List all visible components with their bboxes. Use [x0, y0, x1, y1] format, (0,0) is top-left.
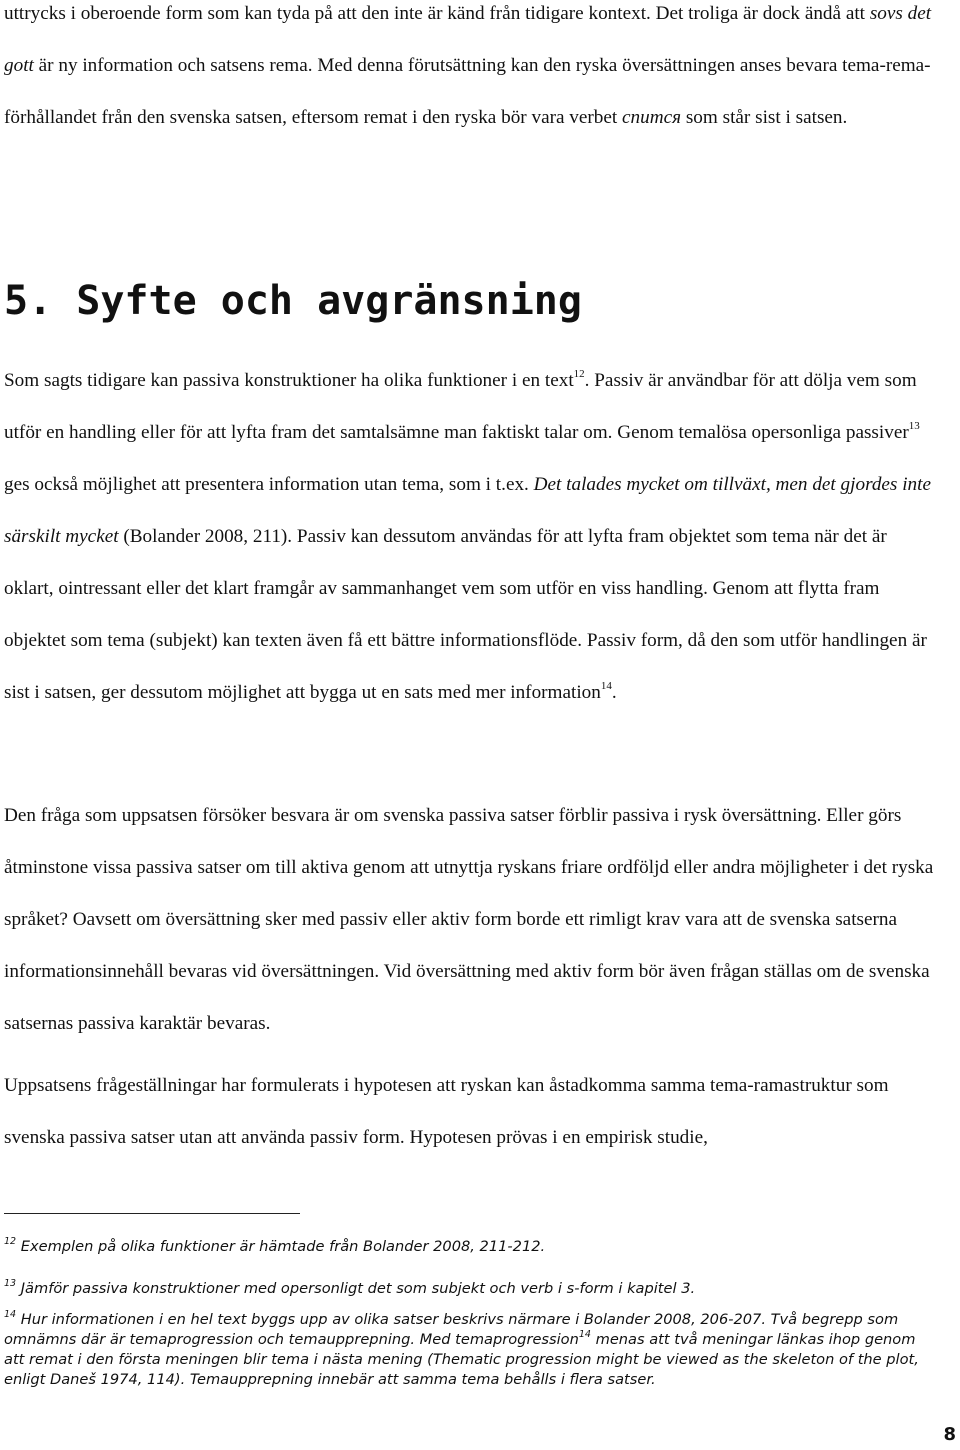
footnote-13 — [4, 1279, 939, 1299]
section-heading: 5. Syfte och avgränsning — [4, 278, 582, 324]
footnote-number: 14 — [4, 1309, 17, 1320]
paragraph-text: är ny information och satsens rema. Med denna förutsättning kan den ryska översättningen anses bevara tema-rema-förhållandet från den svenska satsen, eftersom remat i den ryska bör vara verbet — [4, 55, 931, 128]
footnote-ref-13[interactable]: 13 — [908, 420, 920, 432]
paragraph-text: ges också möjlighet att presentera information utan tema, som i t.ex. — [4, 474, 534, 495]
footnote-separator — [4, 1213, 300, 1214]
paragraph-text: uttrycks i oberoende form som kan tyda på att den inte är känd från tidigare kontext. Det troliga är dock ändå att — [4, 3, 870, 24]
footnote-text: Hur informationen i en hel text byggs upp av olika satser beskrivs närmare i Bolander 2008, 206-207. Två begrepp som omnämns där är temaprogression och temaupprepning. Med temaprogression — [4, 1311, 899, 1348]
italic-example: Det talades mycket om tillväxt, men det gjordes inte särskilt mycket — [4, 474, 931, 547]
paragraph-text: . Passiv är användbar för att dölja vem som utför en handling eller för att lyfta fram det samtalsämne man faktiskt talar om. Genom temalösa opersonliga passiver — [4, 370, 917, 443]
paragraph-hypothesis: Uppsatsens frågeställningar har formulerats i hypotesen att ryskan kan åstadkomma samma tema-ramastruktur som svenska passiva satser utan att använda passiv form. Hypotesen prövas i en empirisk studie, — [4, 1075, 889, 1148]
paragraph-text: Som sagts tidigare kan passiva konstruktioner ha olika funktioner i en text — [4, 370, 574, 391]
footnote-inline-ref: 14 — [578, 1329, 591, 1340]
paragraph-text: som står sist i satsen. — [681, 107, 848, 128]
paragraph-text: . — [611, 682, 617, 703]
footnote-ref-14[interactable]: 14 — [600, 680, 612, 692]
paragraph-text: (Bolander 2008, 211). Passiv kan dessutom användas för att lyfta fram objektet som tema när det är oklart, ointressant eller det klart framgår av sammanhanget vem som utför en viss handling. Genom att flytta fram objektet som tema (subjekt) kan texten även få ett bättre informationsflöde. Passiv form, då den som utför handlingen är sist i satsen, ger dessutom möjlighet att bygga ut en sats med mer information — [4, 526, 927, 703]
footnote-text: Exemplen på olika funktioner är hämtade från Bolander 2008, 211-212. — [20, 1238, 546, 1255]
footnote-ref-12[interactable]: 12 — [573, 368, 585, 380]
paragraph-functions — [4, 355, 939, 719]
footnote-number: 12 — [4, 1236, 17, 1247]
paragraph-research-question: Den fråga som uppsatsen försöker besvara är om svenska passiva satser förblir passiva i rysk översättning. Eller görs åtminstone vissa passiva satser om till aktiva genom att utnyttja ryskans friare ordföljd eller andra möjligheter i det ryska språket? Oavsett om översättning sker med passiv eller aktiv form borde ett rimligt krav vara att de svenska satserna informationsinnehåll bevaras vid översättningen. Vid översättning med aktiv form bör även frågan ställas om de svenska satsernas passiva karaktär bevaras. — [4, 805, 934, 1034]
italic-russian-word: спится — [622, 107, 682, 128]
footnote-text: Jämför passiva konstruktioner med opersonligt det som subjekt och verb i s-form i kapitel 3. — [20, 1280, 696, 1297]
footnote-text: menas att två meningar länkas ihop genom att remat i den första meningen blir tema i nästa mening (Thematic progression might be viewed as the skeleton of the plot, enligt Daneš 1974, 114). Temaupprepning innebär att samma tema behålls i flera satser. — [4, 1331, 919, 1388]
footnote-14 — [4, 1310, 939, 1390]
footnote-number: 13 — [4, 1278, 17, 1289]
paragraph-intro — [4, 0, 939, 144]
italic-example: sovs det gott — [4, 3, 932, 76]
page-number: 8 — [943, 1424, 956, 1445]
footnote-12 — [4, 1237, 939, 1257]
